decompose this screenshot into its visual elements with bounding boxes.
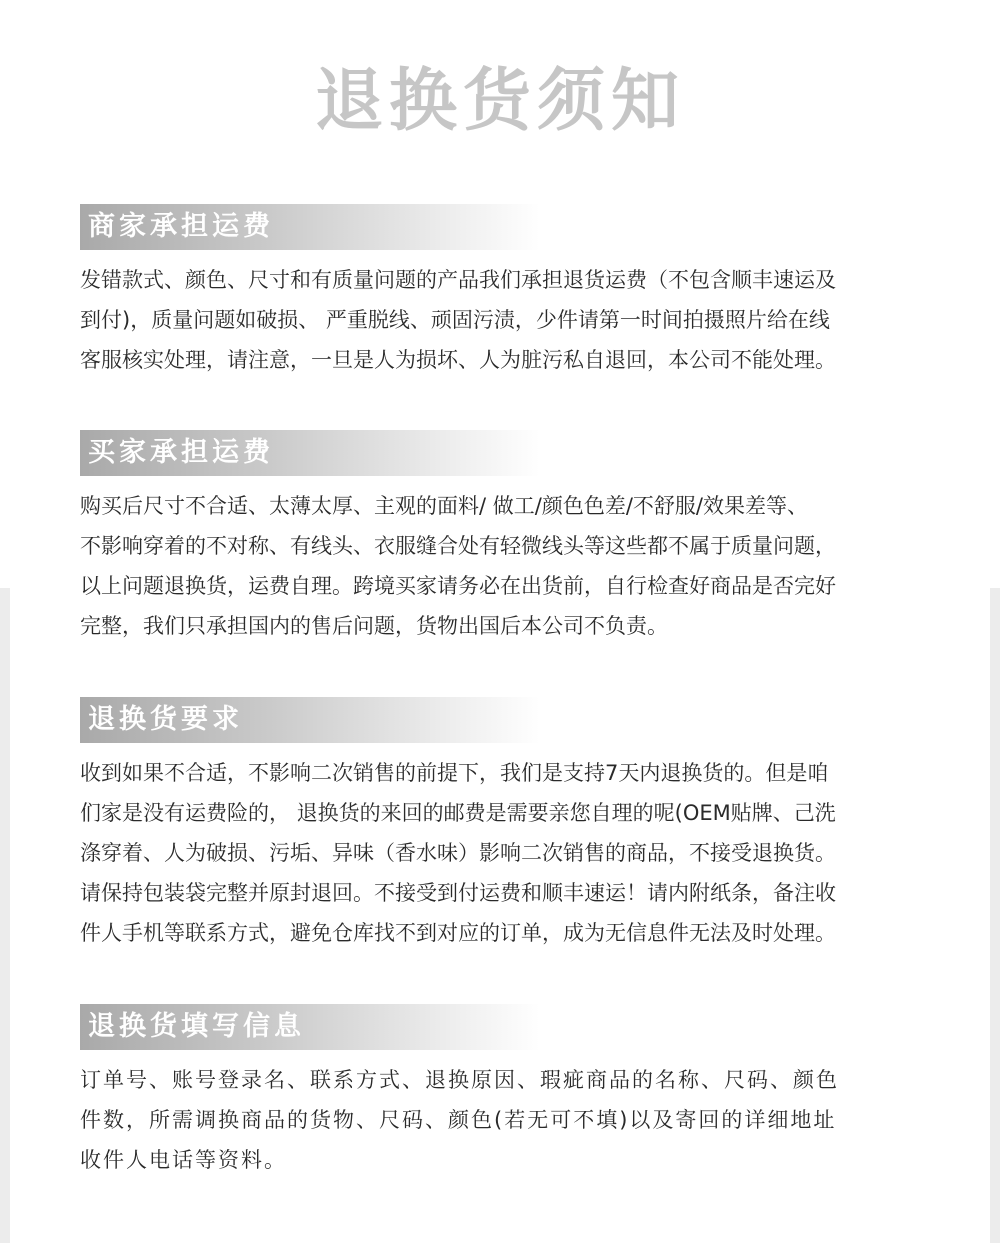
body-line: 请保持包装袋完整并原封退回。不接受到付运费和顺丰速运！请内附纸条，备注收 [80,881,836,905]
section-body [80,753,940,953]
section-body [80,1060,940,1180]
body-line: 客服核实处理，请注意，一旦是人为损坏、人为脏污私自退回，本公司不能处理。 [80,348,836,372]
body-line: 收件人电话等资料。 [80,1148,287,1172]
page-title: 退换货须知 [314,62,685,141]
section-merchant-shipping [80,204,940,380]
section-body [80,260,940,380]
body-line: 件数，所需调换商品的货物、尺码、颜色(若无可不填)以及寄回的详细地址 [80,1108,837,1132]
side-band-right [990,588,1000,1243]
body-line: 不影响穿着的不对称、有线头、衣服缝合处有轻微线头等这些都不属于质量问题， [80,534,836,558]
section-heading: 商家承担运费 [80,204,540,250]
section-return-requirements [80,697,940,953]
body-line: 到付)，质量问题如破损、 严重脱线、顽固污渍，少件请第一时间拍摄照片给在线 [80,308,830,332]
section-return-info [80,1004,940,1180]
body-line: 们家是没有运费险的， 退换货的来回的邮费是需要亲您自理的呢(OEM贴牌、己洗 [80,801,836,825]
body-line: 订单号、账号登录名、联系方式、退换原因、瑕疵商品的名称、尺码、颜色 [80,1068,839,1092]
body-line: 以上问题退换货，运费自理。跨境买家请务必在出货前，自行检查好商品是否完好 [80,574,836,598]
section-buyer-shipping [80,430,940,646]
body-line: 收到如果不合适，不影响二次销售的前提下，我们是支持7天内退换货的。但是咱 [80,761,829,785]
body-line: 发错款式、颜色、尺寸和有质量问题的产品我们承担退货运费（不包含顺丰速运及 [80,268,836,292]
body-line: 购买后尺寸不合适、太薄太厚、主观的面料/ 做工/颜色色差/不舒服/效果差等、 [80,494,808,518]
side-band-left [0,588,10,1243]
body-line: 完整，我们只承担国内的售后问题，货物出国后本公司不负责。 [80,614,668,638]
section-heading: 退换货要求 [80,697,540,743]
section-heading: 买家承担运费 [80,430,540,476]
body-line: 件人手机等联系方式，避免仓库找不到对应的订单，成为无信息件无法及时处理。 [80,921,836,945]
section-body [80,486,940,646]
body-line: 涤穿着、人为破损、污垢、异味（香水味）影响二次销售的商品，不接受退换货。 [80,841,836,865]
section-heading: 退换货填写信息 [80,1004,540,1050]
